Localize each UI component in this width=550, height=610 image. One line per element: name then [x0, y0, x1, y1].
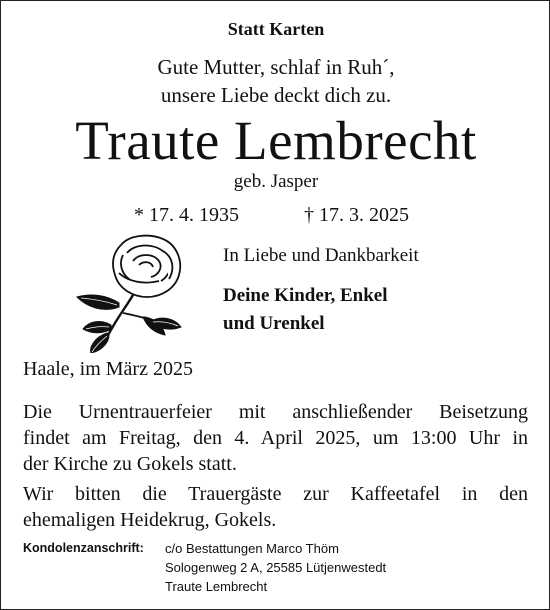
verse-line-1: Gute Mutter, schlaf in Ruh´,	[157, 55, 395, 79]
gratitude-line: In Liebe und Dankbarkeit	[223, 245, 419, 266]
funeral-paragraph	[23, 399, 528, 477]
family-line-1: Deine Kinder, Enkel	[223, 285, 388, 306]
coffee-line-1: Wir bitten die Trauergäste zur Kaffeetafel in den	[23, 483, 528, 505]
death-date: † 17. 3. 2025	[304, 204, 409, 226]
rose-icon	[63, 233, 191, 353]
funeral-line-3: der Kirche zu Gokels statt.	[23, 453, 237, 475]
birth-date: * 17. 4. 1935	[134, 204, 239, 226]
funeral-line-1: Die Urnentrauerfeier mit anschließender Beisetzung	[23, 401, 528, 423]
header-statt-karten: Statt Karten	[227, 19, 325, 39]
funeral-line-2: findet am Freitag, den 4. April 2025, um 13:00 Uhr in	[23, 427, 528, 449]
verse-line-2: unsere Liebe deckt dich zu.	[160, 83, 392, 107]
deceased-name: Traute Lembrecht	[75, 110, 477, 171]
family-line-2: und Urenkel	[223, 313, 325, 334]
coffee-line-2: ehemaligen Heidekrug, Gokels.	[23, 509, 277, 531]
condolence-line-2: Sologenweg 2 A, 25585 Lütjenwestedt	[165, 560, 387, 575]
condolence-line-3: Traute Lembrecht	[165, 579, 268, 594]
condolence-line-1: c/o Bestattungen Marco Thöm	[165, 541, 339, 556]
coffee-paragraph	[23, 481, 528, 533]
maiden-name: geb. Jasper	[233, 171, 319, 192]
condolence-label: Kondolenzanschrift:	[23, 541, 144, 555]
place-date: Haale, im März 2025	[23, 358, 193, 380]
